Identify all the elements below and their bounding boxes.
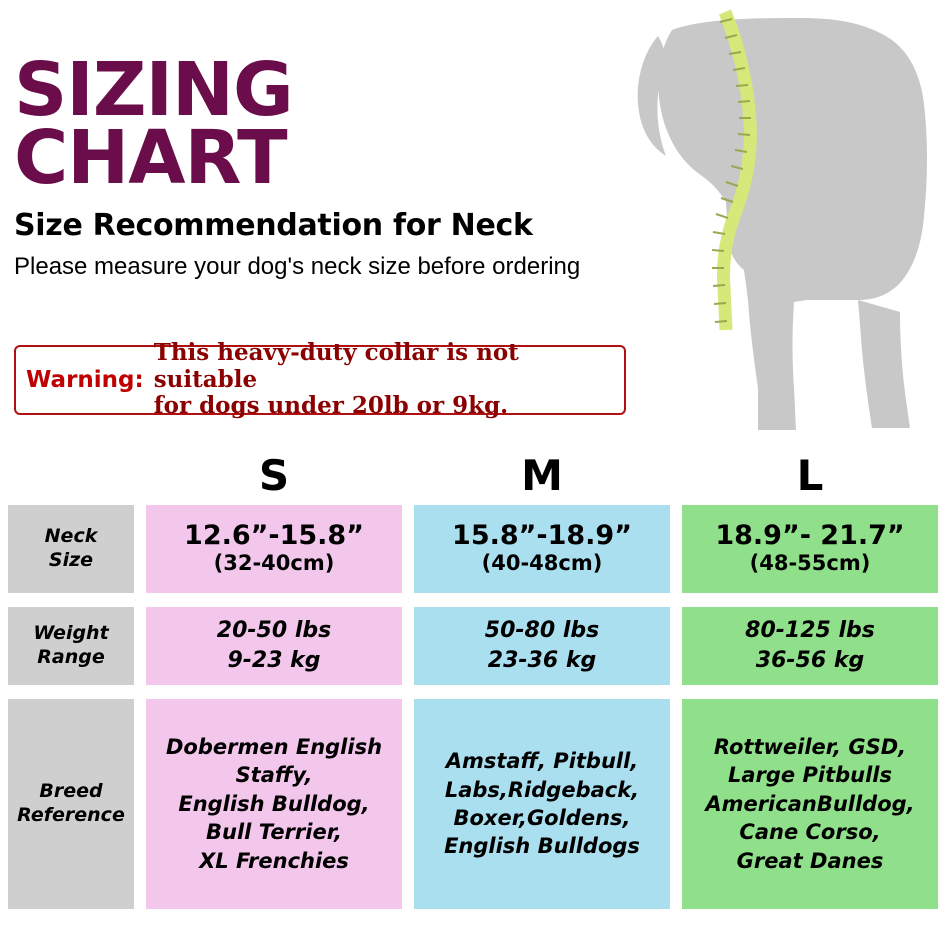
warning-text-line-2: for dogs under 20lb or 9kg. bbox=[153, 392, 509, 420]
row-header-neck-size-line-2: Size bbox=[48, 549, 94, 571]
breed-s-line-2: Staffy, bbox=[235, 763, 313, 788]
size-letter-s: S bbox=[258, 451, 290, 500]
breed-s-line-3: English Bulldog, bbox=[178, 791, 370, 816]
weight-l-kg: 36-56 kg bbox=[755, 648, 865, 673]
cell-breed-reference-l bbox=[682, 699, 938, 909]
breed-l-line-3: AmericanBulldog, bbox=[705, 791, 915, 816]
row-header-neck-size bbox=[8, 505, 134, 593]
breed-m-line-1: Amstaff, Pitbull, bbox=[445, 749, 639, 774]
neck-size-m-cm: (40-48cm) bbox=[481, 551, 603, 576]
cell-breed-reference-s bbox=[146, 699, 402, 909]
dog-body-shape bbox=[638, 18, 927, 430]
warning-text-line-1: This heavy-duty collar is not suitable bbox=[153, 339, 519, 393]
breed-m-line-2: Labs,Ridgeback, bbox=[444, 777, 640, 802]
cell-weight-range-s bbox=[146, 607, 402, 685]
size-letters-row bbox=[8, 451, 938, 500]
weight-m-lbs: 50-80 lbs bbox=[484, 618, 600, 644]
measuring-tape-icon bbox=[712, 12, 751, 330]
table-row-neck-size bbox=[8, 505, 938, 593]
cell-breed-reference-m bbox=[414, 699, 670, 909]
weight-l-lbs: 80-125 lbs bbox=[745, 618, 875, 644]
size-row-spacer bbox=[8, 455, 134, 497]
warning-text bbox=[154, 340, 614, 419]
neck-size-s-inches: 12.6”-15.8” bbox=[184, 519, 364, 551]
breed-l-line-5: Great Danes bbox=[736, 848, 884, 873]
page-title bbox=[14, 47, 674, 202]
size-letter-l: L bbox=[796, 451, 824, 500]
cell-weight-range-l bbox=[682, 607, 938, 685]
cell-neck-size-l bbox=[682, 505, 938, 593]
table-row-weight-range bbox=[8, 607, 938, 685]
title-line-1: SIZING bbox=[14, 47, 293, 133]
breed-l-line-2: Large Pitbulls bbox=[727, 763, 892, 788]
sizing-table bbox=[8, 451, 938, 923]
row-header-weight-range-line-2: Range bbox=[37, 646, 105, 668]
size-letter-m: M bbox=[521, 451, 563, 500]
header bbox=[14, 47, 674, 281]
row-header-neck-size-line-1: Neck bbox=[44, 525, 98, 548]
breed-s-line-4: Bull Terrier, bbox=[206, 820, 342, 845]
row-header-breed-reference-line-2: Reference bbox=[17, 804, 125, 826]
row-header-weight-range-line-1: Weight bbox=[33, 622, 109, 645]
warning-box bbox=[14, 339, 626, 420]
title-line-2: CHART bbox=[14, 115, 287, 202]
breed-m-line-3: Boxer,Goldens, bbox=[453, 806, 631, 830]
cell-weight-range-m bbox=[414, 607, 670, 685]
neck-size-l-cm: (48-55cm) bbox=[749, 551, 871, 576]
breed-s-line-1: Dobermen English bbox=[165, 735, 383, 760]
row-header-weight-range bbox=[8, 607, 134, 685]
weight-m-kg: 23-36 kg bbox=[487, 648, 597, 673]
breed-l-line-1: Rottweiler, GSD, bbox=[713, 735, 907, 760]
weight-s-kg: 9-23 kg bbox=[227, 648, 321, 673]
weight-s-lbs: 20-50 lbs bbox=[216, 618, 332, 644]
neck-size-s-cm: (32-40cm) bbox=[213, 551, 335, 576]
neck-size-m-inches: 15.8”-18.9” bbox=[452, 519, 632, 551]
cell-neck-size-s bbox=[146, 505, 402, 593]
neck-size-l-inches: 18.9”- 21.7” bbox=[715, 519, 905, 551]
breed-m-line-4: English Bulldogs bbox=[444, 834, 640, 859]
instruction-text: Please measure your dog's neck size before ordering bbox=[14, 253, 581, 281]
table-row-breed-reference bbox=[8, 699, 938, 909]
breed-l-line-4: Cane Corso, bbox=[739, 820, 881, 845]
breed-s-line-5: XL Frenchies bbox=[199, 848, 349, 873]
row-header-breed-reference-line-1: Breed bbox=[39, 780, 103, 803]
cell-neck-size-m bbox=[414, 505, 670, 593]
subtitle: Size Recommendation for Neck bbox=[14, 208, 533, 244]
row-header-breed-reference bbox=[8, 699, 134, 909]
warning-label: Warning: bbox=[26, 367, 144, 393]
